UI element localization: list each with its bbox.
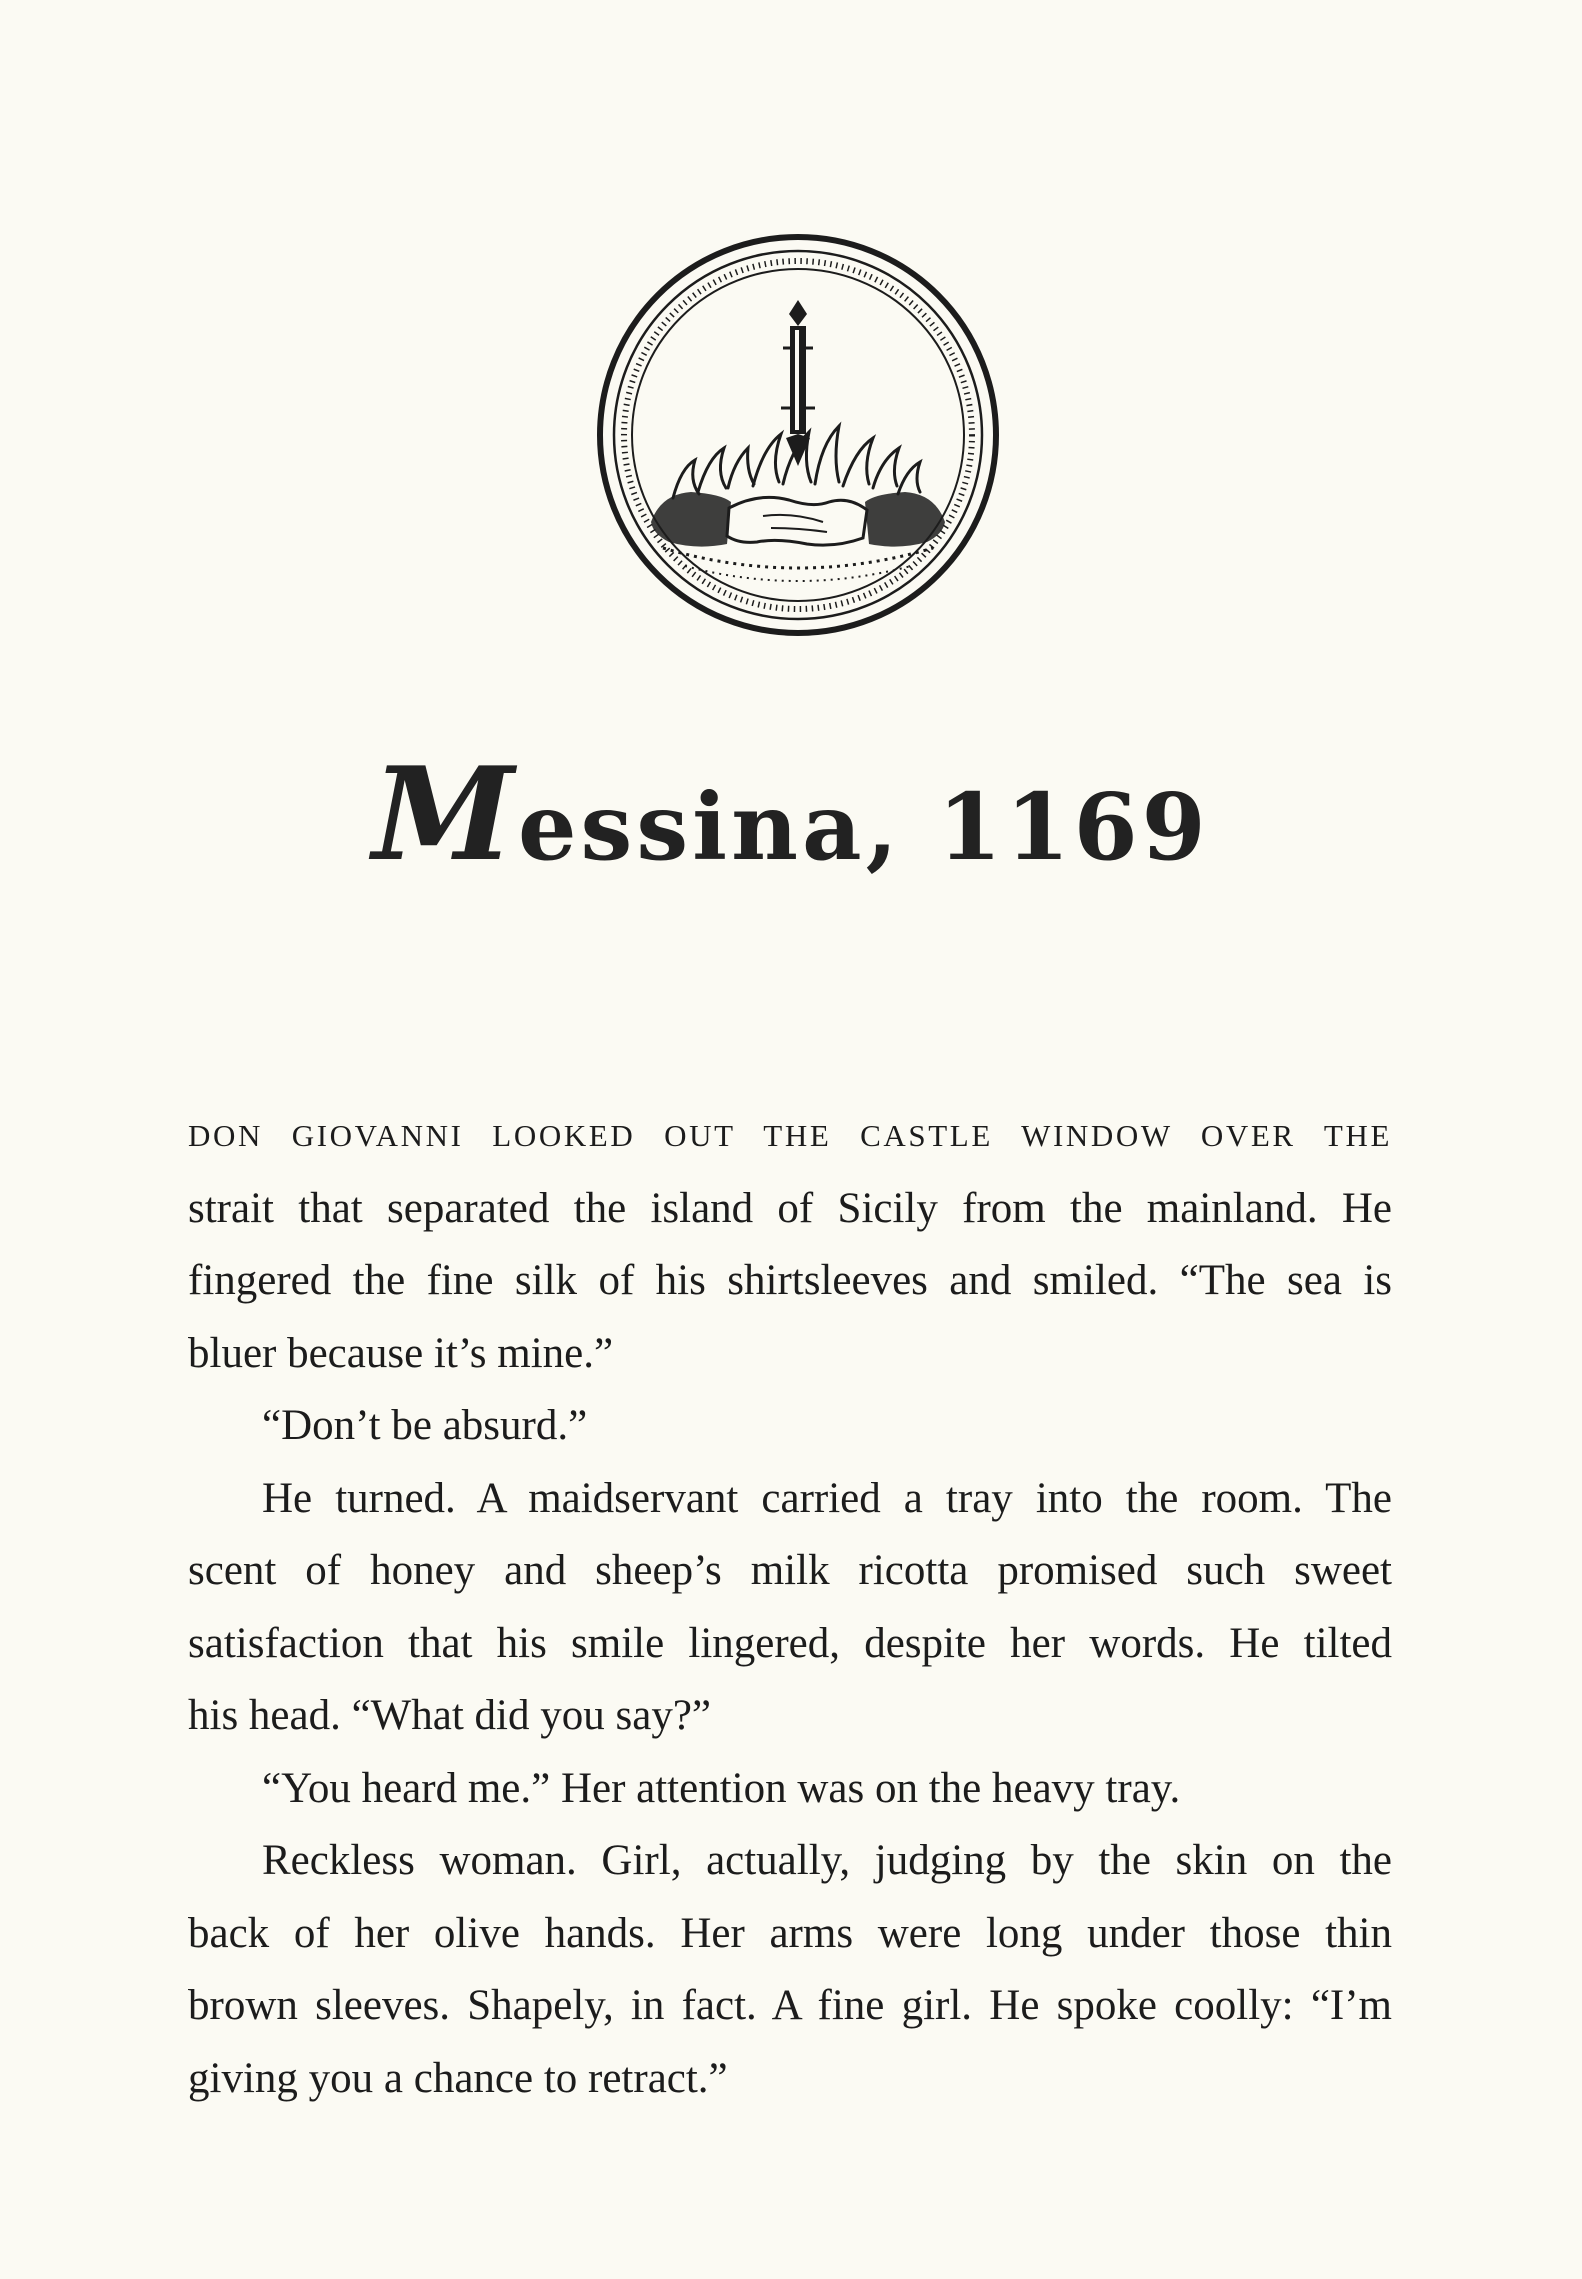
- text-line: bluer because it’s mine.”: [188, 1329, 614, 1377]
- opening-small-caps-line: DON GIOVANNI LOOKED OUT THE CASTLE WINDOW OVER THE: [188, 1118, 1392, 1153]
- text-line: his head. “What did you say?”: [188, 1692, 711, 1739]
- text-line: “You heard me.” Her attention was on the heavy tray.: [262, 1764, 1181, 1812]
- text-line: back of her olive hands. Her arms were long under those thin: [188, 1909, 1392, 1957]
- right-cuff: [865, 492, 945, 547]
- chapter-title-initial: M: [372, 740, 518, 890]
- paragraph-3: [188, 1463, 1392, 1753]
- text-line: brown sleeves. Shapely, in fact. A fine girl. He spoke coolly: “I’m: [188, 1982, 1392, 2029]
- chapter-numeral: [781, 300, 815, 466]
- paragraph-4: [188, 1753, 1392, 1826]
- text-line: satisfaction that his smile lingered, despite her words. He tilted: [188, 1619, 1392, 1667]
- text-line: “Don’t be absurd.”: [262, 1402, 588, 1449]
- paragraph-1: [188, 1100, 1392, 1390]
- chapter-title-rest: essina, 1169: [518, 773, 1210, 881]
- ground-hatching: [663, 548, 933, 568]
- text-line: He turned. A maidservant carried a tray into the room. The: [262, 1474, 1392, 1522]
- chapter-title: [0, 740, 1582, 890]
- body-text: [188, 1100, 1392, 2115]
- text-line: giving you a chance to retract.”: [188, 2054, 728, 2102]
- left-cuff: [651, 492, 731, 547]
- text-line: fingered the fine silk of his shirtsleeves and smiled. “The sea is: [188, 1257, 1392, 1304]
- paragraph-2: [188, 1390, 1392, 1463]
- paragraph-5: [188, 1825, 1392, 2115]
- chapter-emblem: [593, 230, 1003, 640]
- text-line: Reckless woman. Girl, actually, judging by the skin on the: [262, 1837, 1392, 1884]
- clasped-hands: [727, 497, 867, 545]
- text-line: scent of honey and sheep’s milk ricotta promised such sweet: [188, 1547, 1392, 1594]
- text-line: strait that separated the island of Sicily from the mainland. He: [188, 1184, 1392, 1232]
